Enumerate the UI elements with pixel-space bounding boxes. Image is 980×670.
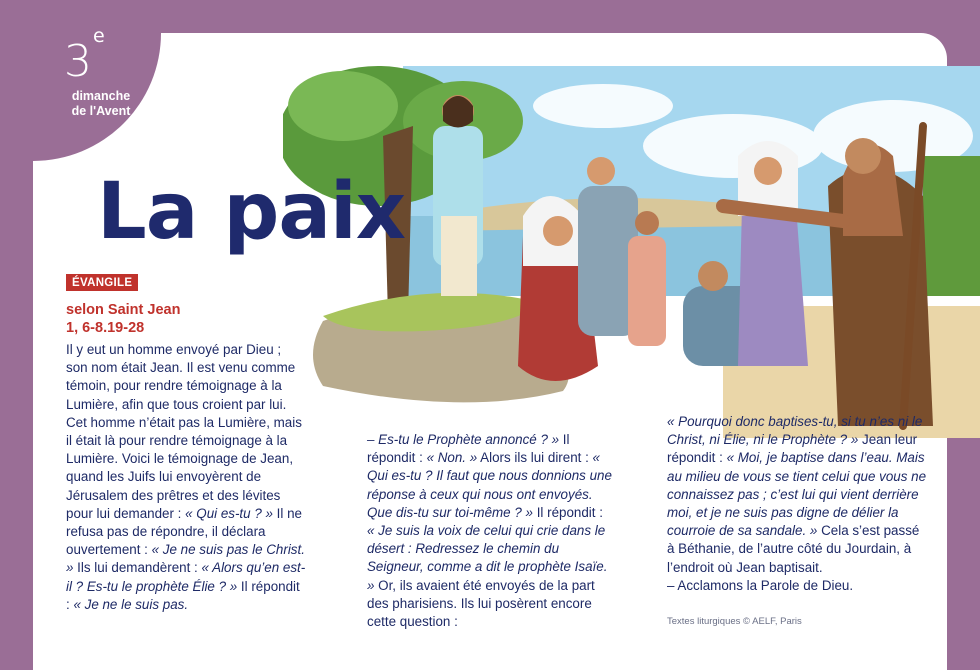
quote-segment: – Es-tu le Prophète annoncé ? » [367,432,560,447]
quote-segment: « Pourquoi donc baptises-tu, si tu n’es ni le Christ, ni Élie, ni le Prophète ? » [667,414,923,448]
gospel-tag: ÉVANGILE [66,274,138,291]
text-segment: Il répondit : [66,578,300,612]
quote-segment: « Qui es-tu ? Il faut que nous donnions une réponse à ceux qui nous ont envoyés. Que dis-tu sur toi-même ? » [367,450,612,520]
acclamation: – Acclamons la Parole de Dieu. [667,577,854,593]
text-segment: Or, ils avaient été envoyés de la part des pharisiens. Ils lui posèrent encore cette question : [367,577,595,630]
quote-segment: « Alors qu’en est-il ? Es-tu le prophète Élie ? » [66,560,306,594]
gospel-text-column-3 [667,413,927,595]
text-segment: Il répondit : [532,504,603,520]
gospel-text-column-1 [66,341,306,614]
text-segment: Alors ils lui dirent : [477,450,593,466]
quote-segment: « Je ne suis pas le Christ. » [66,542,305,576]
gospel-reference [66,301,180,337]
quote-segment: « Non. » [426,450,478,466]
sunday-label [61,89,141,119]
gospel-text-column-2 [367,431,612,631]
quote-segment: « Je suis la voix de celui qui crie dans le désert : Redressez le chemin du Seigneur, comme a dit le prophète Isaïe. » [367,523,608,593]
quote-segment: « Moi, je baptise dans l’eau. Mais au milieu de vous se tient celui que vous ne connaissez pas ; c’est lui qui vient derrière moi, et je ne suis pas digne de délier la courroie de sa sandale. » [667,450,927,539]
page-title: La paix [97,167,406,257]
text-segment: Cela s’est passé à Béthanie, de l’autre côté du Jourdain, à l’endroit où Jean baptisait. [667,523,920,575]
quote-segment: « Qui es-tu ? » [185,505,273,521]
text-segment: Ils lui demandèrent : [73,560,202,576]
gospel-reference-author: selon Saint Jean [66,302,181,318]
sunday-label-line1: dimanche [71,89,131,103]
sunday-number [64,25,105,87]
text-segment: Il y eut un homme envoyé par Dieu ; son nom était Jean. Il est venu comme témoin, pour rendre témoignage à la Lumière, afin que tous croient par lui. Cet homme n’était pas la Lumière, mais il était là pour rendre témoignage à la Lumière. Voici le témoignage de Jean, quand les Juifs lui envoyèrent de Jérusalem des prêtres et des lévites pour lui demander : [66,342,302,521]
sunday-label-line2: de l'Avent [71,104,131,118]
text-segment: Il ne refusa pas de répondre, il déclara ouvertement : [66,505,302,558]
quote-segment: « Je ne le suis pas. [73,596,189,612]
text-segment: Il répondit : [367,432,570,466]
sunday-badge [33,25,161,161]
text-segment: Jean leur répondit : [667,432,918,466]
copyright-credits: Textes liturgiques © AELF, Paris [667,616,802,627]
gospel-reference-verses: 1, 6-8.19-28 [66,320,145,336]
sunday-number-suffix: e [93,25,105,48]
sunday-number-value: 3 [64,36,92,87]
